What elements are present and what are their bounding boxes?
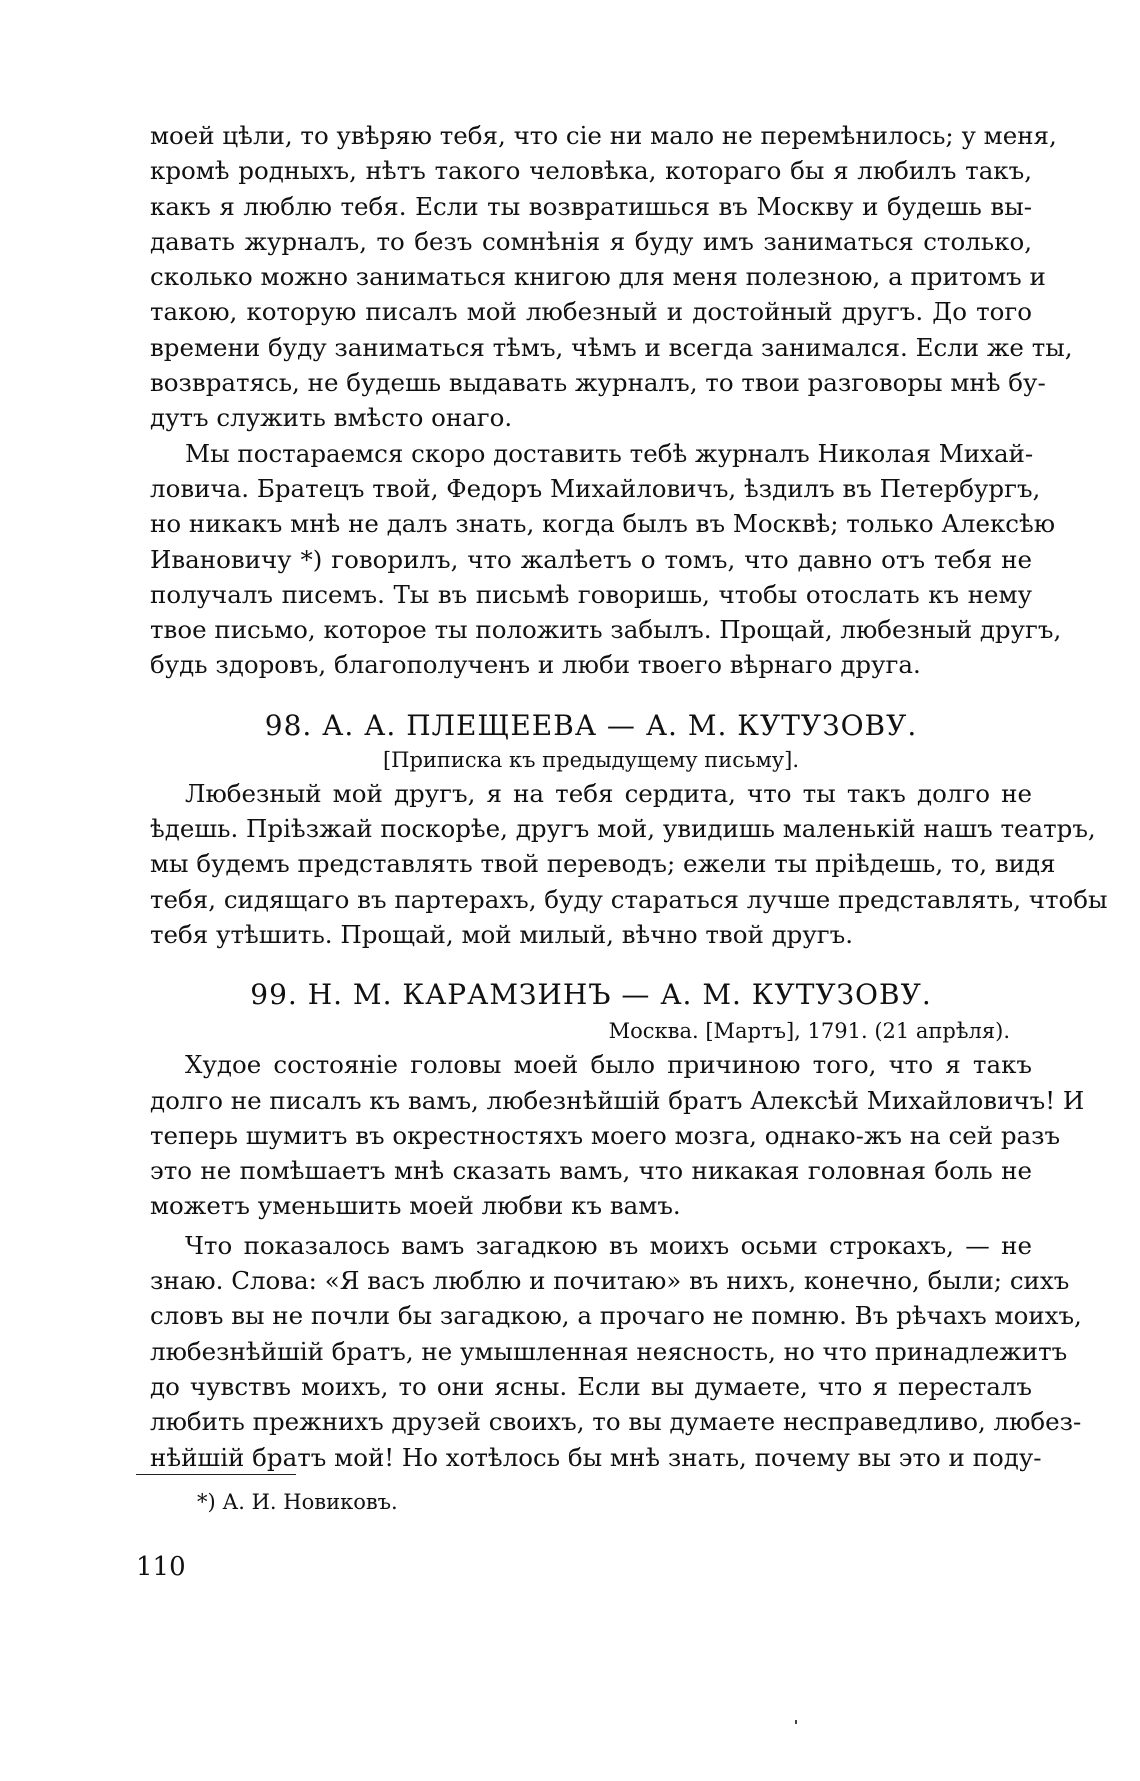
- text-line: тебя утѣшить. Прощай, мой милый, вѣчно твой другъ.: [150, 919, 853, 949]
- text-line: ловича. Братецъ твой, Федоръ Михайловичъ, ѣздилъ въ Петербургъ,: [150, 473, 1041, 503]
- page-body: [150, 118, 1108, 1475]
- text-line: нѣйшій братъ мой! Но хотѣлось бы мнѣ знать, почему вы это и поду-: [150, 1442, 1042, 1472]
- text-line: теперь шумитъ въ окрестностяхъ моего мозга, однако-жъ на сей разъ: [150, 1120, 1061, 1150]
- letter-98-heading: 98. А. А. ПЛЕЩЕЕВА — А. М. КУТУЗОВУ.: [264, 708, 918, 742]
- paragraph-continuation: [150, 118, 1073, 436]
- text-line: знаю. Слова: «Я васъ люблю и почитаю» въ нихъ, конечно, были; сихъ: [150, 1266, 1070, 1296]
- text-line: будь здоровъ, благополученъ и люби твоего вѣрнаго друга.: [150, 650, 921, 680]
- text-line: получалъ писемъ. Ты въ письмѣ говоришь, чтобы отослать къ нему: [150, 579, 1032, 609]
- text-line: Любезный мой другъ, я на тебя сердита, что ты такъ долго не: [185, 778, 1032, 808]
- footnote: *) А. И. Новиковъ.: [197, 1490, 398, 1514]
- text-line: Худое состояніе головы моей было причиною того, что я такъ: [185, 1050, 1032, 1080]
- text-line: сколько можно заниматься книгою для меня полезною, а притомъ и: [150, 262, 1046, 292]
- text-line: долго не писалъ къ вамъ, любезнѣйшій братъ Алексѣй Михайловичъ! И: [150, 1085, 1085, 1115]
- text-line: Мы постараемся скоро доставить тебѣ журналъ Николая Михай-: [185, 438, 1034, 468]
- letter-98-body: [150, 776, 1108, 952]
- text-line: можетъ уменьшить моей любви къ вамъ.: [150, 1191, 681, 1221]
- text-line: любезнѣйшій братъ, не умышленная неясность, но что принадлежитъ: [150, 1336, 1068, 1366]
- text-line: такою, которую писалъ мой любезный и достойный другъ. До того: [150, 297, 1032, 327]
- text-line: но никакъ мнѣ не далъ знать, когда былъ въ Москвѣ; только Алексѣю: [150, 509, 1056, 539]
- text-line: возвратясь, не будешь выдавать журналъ, то твои разговоры мнѣ бу-: [150, 368, 1046, 398]
- text-line: Что показалось вамъ загадкою въ моихъ осьми строкахъ, — не: [185, 1230, 1032, 1260]
- letter-99-paragraph-1: [150, 1047, 1085, 1223]
- paragraph-letter-closing: [150, 436, 1062, 683]
- text-line: моей цѣли, то увѣряю тебя, что сіе ни мало не перемѣнилось; у меня,: [150, 121, 1057, 150]
- letter-98-note: [Приписка къ предыдущему письму].: [382, 747, 800, 772]
- text-line: дутъ служить вмѣсто онаго.: [150, 403, 513, 433]
- letter-99-dateline: Москва. [Мартъ], 1791. (21 апрѣля).: [608, 1019, 1010, 1044]
- text-line: мы будемъ представлять твой переводъ; ежели ты пріѣдешь, то, видя: [150, 849, 1056, 879]
- text-line: твое письмо, которое ты положить забылъ. Прощай, любезный другъ,: [150, 615, 1062, 645]
- text-line: до чувствъ моихъ, то они ясны. Если вы думаете, что я пересталъ: [150, 1371, 1032, 1401]
- letter-99-paragraph-2: [150, 1228, 1082, 1475]
- text-line: какъ я люблю тебя. Если ты возвратишься въ Москву и будешь вы-: [150, 191, 1032, 221]
- text-line: кромѣ родныхъ, нѣтъ такого человѣка, котораго бы я любилъ такъ,: [150, 156, 1032, 186]
- page-number: 110: [136, 1552, 186, 1582]
- text-line: тебя, сидящаго въ партерахъ, буду стараться лучше представлять, чтобы: [150, 884, 1108, 914]
- text-line: любить прежнихъ друзей своихъ, то вы думаете несправедливо, любез-: [150, 1407, 1082, 1437]
- text-line: ѣдешь. Пріѣзжай поскорѣе, другъ мой, увидишь маленькій нашъ театръ,: [150, 814, 1096, 844]
- footnote-divider: [136, 1474, 296, 1475]
- text-line: это не помѣшаетъ мнѣ сказать вамъ, что никакая головная боль не: [150, 1156, 1032, 1186]
- text-line: давать журналъ, то безъ сомнѣнія я буду имъ заниматься столько,: [150, 226, 1032, 256]
- scan-speck: [795, 1720, 797, 1724]
- text-line: времени буду заниматься тѣмъ, чѣмъ и всегда занимался. Если же ты,: [150, 332, 1073, 362]
- text-line: словъ вы не почли бы загадкою, а прочаго не помню. Въ рѣчахъ моихъ,: [150, 1301, 1082, 1331]
- text-line: Ивановичу *) говорилъ, что жалѣетъ о томъ, что давно отъ тебя не: [150, 544, 1032, 574]
- letter-99-heading: 99. Н. М. КАРАМЗИНЪ — А. М. КУТУЗОВУ.: [250, 978, 932, 1012]
